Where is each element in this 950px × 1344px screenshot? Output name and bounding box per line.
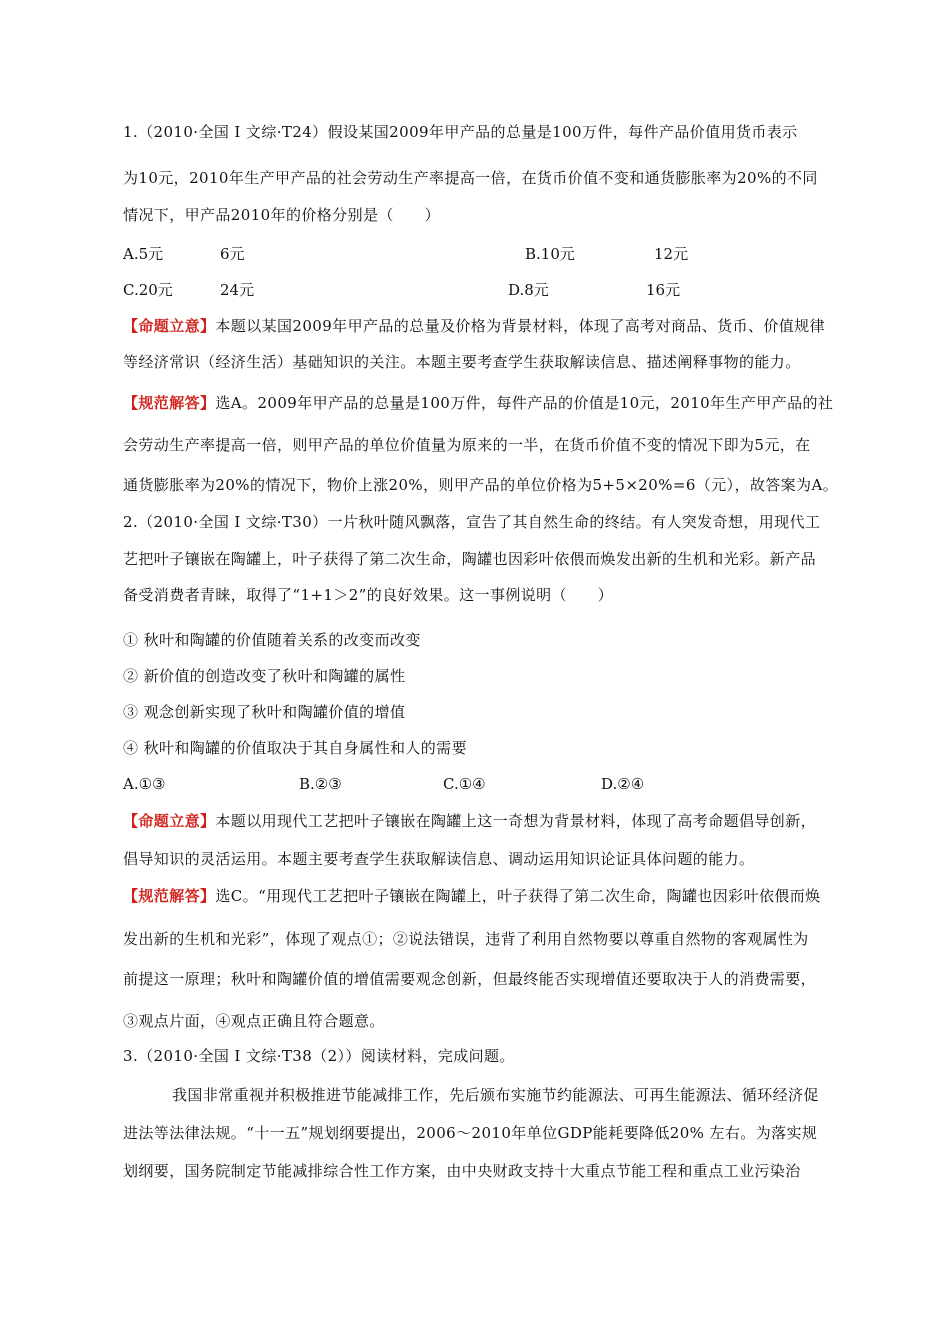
q1-option-b: B.10元: [525, 245, 575, 263]
q2-line-2: 艺把叶子镶嵌在陶罐上，叶子获得了第二次生命，陶罐也因彩叶依偎而焕发出新的生机和光彩。新产品: [123, 550, 817, 568]
q2-statement-2: ② 新价值的创造改变了秋叶和陶罐的属性: [123, 667, 406, 685]
q2-statement-3: ③ 观念创新实现了秋叶和陶罐价值的增值: [123, 703, 406, 721]
q2-answer-tag: 【规范解答】: [123, 887, 216, 905]
q1-intent-line-2: 等经济常识（经济生活）基础知识的关注。本题主要考查学生获取解读信息、描述阐释事物的能力。: [123, 353, 801, 371]
q1-intent-text-1: 本题以某国2009年甲产品的总量及价格为背景材料，体现了高考对商品、货币、价值规律: [215, 317, 825, 335]
q2-answer-text-1: 选C。“用现代工艺把叶子镶嵌在陶罐上，叶子获得了第二次生命，陶罐也因彩叶依偎而焕: [215, 887, 821, 905]
q1-line-3: 情况下，甲产品2010年的价格分别是（ ）: [123, 206, 440, 224]
q2-option-b: B.②③: [299, 775, 342, 793]
q1-answer-tag: 【规范解答】: [123, 394, 216, 412]
q1-option-d: D.8元: [508, 281, 549, 299]
q1-option-a: A.5元: [123, 245, 164, 263]
q1-intent-line-1: [123, 316, 863, 336]
q3-material-line-2: 进法等法律法规。“十一五”规划纲要提出，2006～2010年单位GDP能耗要降低20% 左右。为落实规: [123, 1124, 818, 1142]
q1-answer-line-3: 通货膨胀率为20%的情况下，物价上涨20%，则甲产品的单位价格为5+5×20%=6（元），故答案为A。: [123, 476, 839, 494]
q2-intent-line-2: 倡导知识的灵活运用。本题主要考查学生获取解读信息、调动运用知识论证具体问题的能力。: [123, 850, 755, 868]
q2-intent-tag: 【命题立意】: [123, 812, 216, 830]
q2-line-1: 2.（2010·全国 Ⅰ 文综·T30）一片秋叶随风飘落，宣告了其自然生命的终结。有人突发奇想，用现代工: [123, 513, 821, 531]
q2-option-d: D.②④: [601, 775, 645, 793]
q1-option-b-value: 12元: [654, 245, 689, 263]
q1-answer-line-2: 会劳动生产率提高一倍，则甲产品的单位价值量为原来的一半，在货币价值不变的情况下即为5元，在: [123, 436, 811, 454]
q2-intent-line-1: [123, 811, 863, 831]
q3-title: 3.（2010·全国 Ⅰ 文综·T38（2））阅读材料，完成问题。: [123, 1047, 515, 1065]
q2-option-c: C.①④: [443, 775, 486, 793]
q1-answer-line-1: [123, 393, 863, 413]
q3-material-line-1: 我国非常重视并积极推进节能减排工作，先后颁布实施节约能源法、可再生能源法、循环经济促: [172, 1086, 819, 1104]
q2-statement-1: ① 秋叶和陶罐的价值随着关系的改变而改变: [123, 631, 421, 649]
q2-line-3: 备受消费者青睐，取得了“1+1＞2”的良好效果。这一事例说明（ ）: [123, 586, 614, 604]
q2-answer-line-4: ③观点片面，④观点正确且符合题意。: [123, 1012, 385, 1030]
q2-answer-line-3: 前提这一原理；秋叶和陶罐价值的增值需要观念创新，但最终能否实现增值还要取决于人的消费需要，: [123, 970, 817, 988]
q1-option-d-value: 16元: [646, 281, 681, 299]
q2-intent-text-1: 本题以用现代工艺把叶子镶嵌在陶罐上这一奇想为背景材料，体现了高考命题倡导创新，: [215, 812, 817, 830]
q2-option-a: A.①③: [123, 775, 166, 793]
q1-answer-text-1: 选A。2009年甲产品的总量是100万件，每件产品的价值是10元，2010年生产甲产品的社: [215, 394, 834, 412]
q1-intent-tag: 【命题立意】: [123, 317, 216, 335]
q2-answer-line-2: 发出新的生机和光彩”，体现了观点①；②说法错误，违背了利用自然物要以尊重自然物的客观属性为: [123, 930, 809, 948]
q2-answer-line-1: [123, 886, 863, 906]
q1-line-1: 1.（2010·全国 Ⅰ 文综·T24）假设某国2009年甲产品的总量是100万件，每件产品价值用货币表示: [123, 123, 798, 141]
q2-statement-4: ④ 秋叶和陶罐的价值取决于其自身属性和人的需要: [123, 739, 467, 757]
q1-option-a-value: 6元: [220, 245, 245, 263]
q1-line-2: 为10元，2010年生产甲产品的社会劳动生产率提高一倍，在货币价值不变和通货膨胀率为20%的不同: [123, 169, 818, 187]
q3-material-line-3: 划纲要，国务院制定节能减排综合性工作方案，由中央财政支持十大重点节能工程和重点工业污染治: [123, 1162, 801, 1180]
q1-option-c: C.20元: [123, 281, 173, 299]
q1-option-c-value: 24元: [220, 281, 255, 299]
